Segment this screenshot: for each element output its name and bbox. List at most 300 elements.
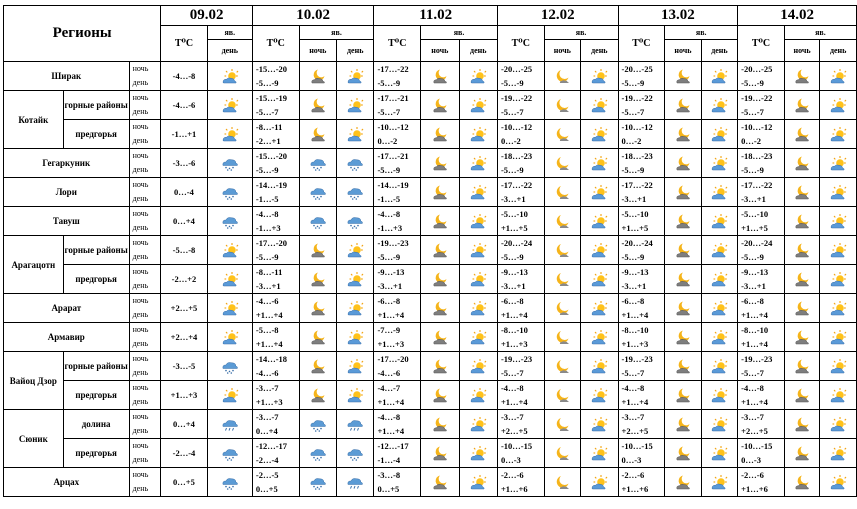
moon-clear-icon — [545, 387, 580, 403]
night-temp: -2…-6 — [741, 470, 764, 480]
day-temp: +1…+4 — [500, 397, 528, 407]
region-row — [4, 236, 857, 265]
temp-cell — [374, 294, 421, 323]
temp-cell: -4…-6 — [161, 91, 207, 120]
day-temp: 0…-3 — [621, 455, 642, 465]
temp-cell — [738, 120, 785, 149]
moon-cloud-icon — [665, 155, 700, 171]
temp-cell — [618, 91, 665, 120]
moon-cloud-icon — [785, 155, 820, 171]
day-temp: +1…+4 — [500, 310, 528, 320]
day-temp: 0…-3 — [500, 455, 521, 465]
day-temp: +1…+4 — [255, 310, 283, 320]
moon-clear-icon — [545, 474, 580, 490]
temp-cell — [252, 62, 299, 91]
night-weather-cell — [784, 178, 820, 207]
temp-cell — [738, 62, 785, 91]
temp-cell — [738, 91, 785, 120]
date-header: 11.02 — [374, 6, 498, 26]
night-temp: -19…-23 — [621, 354, 653, 364]
region-name: Арцах — [4, 468, 130, 497]
date-header: 13.02 — [618, 6, 738, 26]
region-row — [4, 265, 857, 294]
subregion-name: горные районы — [63, 236, 129, 265]
region-row — [4, 294, 857, 323]
night-temp: -19…-22 — [621, 93, 653, 103]
sun-cloud-icon — [820, 97, 856, 113]
temp-cell: -3…-5 — [161, 352, 207, 381]
night-weather-cell — [784, 294, 820, 323]
night-temp: -17…-22 — [500, 180, 533, 190]
night-day-label — [129, 120, 161, 149]
day-temp: -5…-9 — [741, 78, 764, 88]
night-temp: -12…-17 — [255, 441, 288, 451]
sun-cloud-icon — [820, 358, 856, 374]
day-weather-cell — [337, 439, 374, 468]
temp-cell — [497, 439, 544, 468]
night-temp: -9…-13 — [621, 267, 649, 277]
night-temp: -20…-24 — [741, 238, 773, 248]
temp-cell — [252, 91, 299, 120]
temp-cell — [497, 352, 544, 381]
cloud-rain-icon — [208, 416, 252, 432]
temp-cell — [252, 381, 299, 410]
night-weather-cell — [784, 381, 820, 410]
temp-cell — [738, 439, 785, 468]
weather-cell — [207, 468, 252, 497]
moon-cloud-icon — [785, 242, 820, 258]
region-name: Гегаркуник — [4, 149, 130, 178]
date-header: 14.02 — [738, 6, 857, 26]
temp-cell — [618, 120, 665, 149]
temp-cell: 0…+4 — [161, 207, 207, 236]
night-temp: -20…-24 — [621, 238, 653, 248]
temp-cell — [497, 410, 544, 439]
night-weather-cell — [421, 323, 459, 352]
temp-cell: +1…+3 — [161, 381, 207, 410]
day-weather-cell — [701, 178, 737, 207]
temp-cell — [738, 468, 785, 497]
night-label: ночь — [132, 296, 149, 305]
sun-cloud-icon — [702, 126, 737, 142]
region-name: Ширак — [4, 62, 130, 91]
day-weather-cell — [459, 352, 497, 381]
night-header: ночь — [665, 39, 701, 61]
night-weather-cell — [299, 294, 336, 323]
sun-cloud-icon — [460, 68, 497, 84]
cloud-snow-icon — [208, 184, 252, 200]
day-weather-cell — [820, 178, 857, 207]
sun-cloud-icon — [702, 184, 737, 200]
cloud-snow-icon — [337, 155, 373, 171]
region-row — [4, 91, 857, 120]
temp-header: T⁰C — [497, 26, 544, 62]
moon-cloud-icon — [300, 242, 336, 258]
day-temp: +1…+4 — [621, 397, 649, 407]
weather-cell — [207, 236, 252, 265]
night-day-label — [129, 62, 161, 91]
sun-cloud-icon — [337, 97, 373, 113]
day-label: день — [132, 107, 149, 116]
weather-cell — [207, 410, 252, 439]
sun-cloud-icon — [581, 271, 617, 287]
region-row — [4, 410, 857, 439]
night-weather-cell — [544, 323, 580, 352]
day-weather-cell — [459, 265, 497, 294]
day-temp: -5…-9 — [500, 165, 524, 175]
day-weather-cell — [337, 62, 374, 91]
night-weather-cell — [784, 91, 820, 120]
moon-cloud-icon — [421, 184, 458, 200]
cloud-snow-icon — [337, 184, 373, 200]
day-label: день — [132, 252, 149, 261]
sun-cloud-icon — [581, 300, 617, 316]
temp-cell: -2…+2 — [161, 265, 207, 294]
night-temp: -15…-20 — [255, 151, 288, 161]
sun-cloud-icon — [208, 242, 252, 258]
day-temp: +1…+6 — [500, 484, 528, 494]
moon-clear-icon — [545, 97, 580, 113]
night-temp: -14…-18 — [255, 354, 288, 364]
sun-cloud-icon — [581, 474, 617, 490]
day-temp: -3…+1 — [741, 194, 766, 204]
moon-clear-icon — [545, 329, 580, 345]
sun-cloud-icon — [820, 271, 856, 287]
moon-clear-icon — [545, 416, 580, 432]
temp-cell — [252, 323, 299, 352]
day-weather-cell — [459, 381, 497, 410]
moon-cloud-icon — [300, 97, 336, 113]
day-label: день — [132, 368, 149, 377]
temp-cell — [618, 178, 665, 207]
temp-cell — [738, 410, 785, 439]
temp-cell — [618, 439, 665, 468]
day-temp: -5…-7 — [741, 368, 764, 378]
night-weather-cell — [421, 149, 459, 178]
moon-cloud-icon — [421, 68, 458, 84]
night-temp: -17…-21 — [377, 93, 409, 103]
day-weather-cell — [459, 207, 497, 236]
day-weather-cell — [701, 91, 737, 120]
night-weather-cell — [665, 352, 701, 381]
temp-cell — [738, 352, 785, 381]
subregion-name: предгорья — [63, 120, 129, 149]
day-label: день — [132, 310, 149, 319]
phenomena-header: яв. — [544, 26, 618, 40]
night-temp: -20…-25 — [741, 64, 773, 74]
day-weather-cell — [820, 294, 857, 323]
night-weather-cell — [421, 265, 459, 294]
sun-cloud-icon — [337, 329, 373, 345]
moon-cloud-icon — [300, 300, 336, 316]
night-temp: -17…-22 — [741, 180, 773, 190]
subregion-name: предгорья — [63, 381, 129, 410]
night-temp: -8…-11 — [255, 122, 283, 132]
night-label: ночь — [132, 354, 149, 363]
night-temp: -4…-8 — [377, 412, 401, 422]
subregion-name: горные районы — [63, 352, 129, 381]
temp-cell: 0…+5 — [161, 468, 207, 497]
sun-cloud-icon — [581, 445, 617, 461]
moon-cloud-icon — [421, 416, 458, 432]
sun-cloud-icon — [820, 300, 856, 316]
day-temp: -5…-9 — [377, 78, 401, 88]
day-temp: -1…-5 — [255, 194, 279, 204]
day-temp: -5…-7 — [500, 107, 524, 117]
region-row — [4, 323, 857, 352]
night-header: ночь — [544, 39, 580, 61]
sun-cloud-icon — [460, 474, 497, 490]
day-temp: 0…-2 — [377, 136, 398, 146]
day-temp: 0…-2 — [621, 136, 642, 146]
day-label: день — [132, 78, 149, 87]
night-weather-cell — [665, 410, 701, 439]
night-day-label — [129, 352, 161, 381]
night-temp: -3…-8 — [377, 470, 401, 480]
day-label: день — [132, 339, 149, 348]
night-weather-cell — [784, 468, 820, 497]
day-weather-cell — [459, 178, 497, 207]
temp-cell — [374, 352, 421, 381]
night-temp: -19…-22 — [500, 93, 533, 103]
night-weather-cell — [665, 207, 701, 236]
cloud-snow-icon — [208, 445, 252, 461]
day-temp: +1…+4 — [377, 310, 405, 320]
sun-cloud-icon — [208, 126, 252, 142]
sun-cloud-icon — [337, 242, 373, 258]
day-weather-cell — [820, 207, 857, 236]
temp-header: T⁰C — [738, 26, 785, 62]
day-weather-cell — [581, 352, 618, 381]
moon-cloud-icon — [785, 97, 820, 113]
night-weather-cell — [665, 294, 701, 323]
night-weather-cell — [421, 236, 459, 265]
day-weather-cell — [581, 410, 618, 439]
day-temp: -3…+1 — [621, 281, 647, 291]
moon-cloud-icon — [785, 329, 820, 345]
cloud-snow-icon — [337, 445, 373, 461]
sun-cloud-icon — [208, 300, 252, 316]
day-temp: -2…-4 — [255, 455, 279, 465]
day-weather-cell — [459, 149, 497, 178]
night-temp: -20…-24 — [500, 238, 533, 248]
day-temp: -4…-6 — [255, 368, 279, 378]
moon-cloud-icon — [421, 387, 458, 403]
weather-cell — [207, 91, 252, 120]
day-header: день — [820, 39, 857, 61]
moon-clear-icon — [545, 242, 580, 258]
day-temp: -5…-9 — [500, 78, 524, 88]
day-label: день — [132, 165, 149, 174]
weather-cell — [207, 294, 252, 323]
day-weather-cell — [337, 468, 374, 497]
day-weather-cell — [701, 439, 737, 468]
temp-cell — [374, 178, 421, 207]
cloud-snow-icon — [300, 445, 336, 461]
night-weather-cell — [665, 468, 701, 497]
sun-cloud-icon — [208, 329, 252, 345]
night-weather-cell — [544, 91, 580, 120]
night-temp: -19…-23 — [500, 354, 533, 364]
sun-cloud-icon — [702, 242, 737, 258]
night-temp: -9…-13 — [500, 267, 528, 277]
night-weather-cell — [784, 120, 820, 149]
moon-cloud-icon — [300, 329, 336, 345]
temp-cell — [618, 468, 665, 497]
day-temp: +1…+4 — [741, 397, 768, 407]
night-temp: -9…-13 — [741, 267, 769, 277]
temp-cell — [497, 178, 544, 207]
temp-cell — [374, 91, 421, 120]
temp-cell — [618, 323, 665, 352]
temp-cell — [738, 294, 785, 323]
night-temp: -18…-23 — [500, 151, 533, 161]
night-temp: -6…-8 — [377, 296, 401, 306]
day-temp: -5…-9 — [621, 165, 645, 175]
sun-cloud-icon — [581, 387, 617, 403]
subregion-name: предгорья — [63, 439, 129, 468]
day-weather-cell — [820, 265, 857, 294]
day-label: день — [132, 194, 149, 203]
sun-cloud-icon — [702, 329, 737, 345]
day-weather-cell — [337, 178, 374, 207]
day-weather-cell — [820, 149, 857, 178]
temp-cell — [374, 149, 421, 178]
moon-cloud-icon — [421, 474, 458, 490]
night-label: ночь — [132, 180, 149, 189]
sun-cloud-icon — [581, 126, 617, 142]
cloud-snow-icon — [208, 155, 252, 171]
day-weather-cell — [820, 323, 857, 352]
night-temp: -4…-8 — [621, 383, 645, 393]
sun-cloud-icon — [820, 155, 856, 171]
day-temp: -5…-9 — [621, 252, 645, 262]
date-header: 09.02 — [161, 6, 253, 26]
temp-cell — [252, 439, 299, 468]
sun-cloud-icon — [337, 271, 373, 287]
day-temp: 0…+4 — [255, 426, 278, 436]
night-temp: -17…-22 — [621, 180, 653, 190]
day-weather-cell — [581, 62, 618, 91]
night-temp: -8…-11 — [255, 267, 283, 277]
night-weather-cell — [665, 265, 701, 294]
night-weather-cell — [665, 323, 701, 352]
day-temp: +1…+4 — [621, 310, 649, 320]
sun-cloud-icon — [460, 329, 497, 345]
temp-cell — [252, 149, 299, 178]
temp-cell — [738, 265, 785, 294]
day-weather-cell — [701, 265, 737, 294]
night-weather-cell — [665, 439, 701, 468]
moon-cloud-icon — [665, 97, 700, 113]
day-weather-cell — [459, 120, 497, 149]
night-temp: -3…-7 — [500, 412, 524, 422]
night-temp: -3…-7 — [741, 412, 764, 422]
day-temp: -3…+1 — [500, 281, 526, 291]
region-name: Сюник — [4, 410, 64, 468]
day-temp: +1…+4 — [255, 339, 283, 349]
night-weather-cell — [544, 410, 580, 439]
moon-clear-icon — [545, 155, 580, 171]
moon-cloud-icon — [421, 358, 458, 374]
weather-cell — [207, 62, 252, 91]
phenomena-header: яв. — [299, 26, 374, 40]
night-temp: -10…-12 — [500, 122, 533, 132]
night-day-label — [129, 91, 161, 120]
moon-clear-icon — [545, 300, 580, 316]
sun-cloud-icon — [702, 474, 737, 490]
temp-cell — [252, 207, 299, 236]
night-weather-cell — [421, 381, 459, 410]
night-temp: -3…-7 — [255, 412, 279, 422]
night-temp: -17…-22 — [377, 64, 409, 74]
night-weather-cell — [544, 120, 580, 149]
temp-cell — [374, 410, 421, 439]
day-temp: -5…-7 — [500, 368, 524, 378]
night-temp: -2…-6 — [500, 470, 524, 480]
night-weather-cell — [784, 149, 820, 178]
weather-cell — [207, 149, 252, 178]
day-temp: -5…-7 — [377, 107, 401, 117]
moon-cloud-icon — [421, 213, 458, 229]
night-label: ночь — [132, 267, 149, 276]
night-temp: -5…-8 — [255, 325, 279, 335]
night-temp: -6…-8 — [621, 296, 645, 306]
temp-cell — [374, 120, 421, 149]
cloud-snow-icon — [300, 474, 336, 490]
night-day-label — [129, 207, 161, 236]
moon-cloud-icon — [665, 184, 700, 200]
region-name: Арарат — [4, 294, 130, 323]
weather-cell — [207, 207, 252, 236]
sun-cloud-icon — [337, 358, 373, 374]
temp-cell — [374, 265, 421, 294]
night-temp: -18…-23 — [621, 151, 653, 161]
night-temp: -19…-23 — [741, 354, 773, 364]
cloud-snow-icon — [300, 213, 336, 229]
night-weather-cell — [665, 178, 701, 207]
day-temp: -1…+3 — [255, 223, 281, 233]
day-temp: +1…+4 — [741, 310, 768, 320]
night-weather-cell — [544, 62, 580, 91]
night-temp: -6…-8 — [741, 296, 764, 306]
day-temp: -1…+3 — [377, 223, 403, 233]
temp-cell — [738, 323, 785, 352]
night-weather-cell — [784, 323, 820, 352]
moon-clear-icon — [545, 213, 580, 229]
day-weather-cell — [337, 410, 374, 439]
day-weather-cell — [701, 62, 737, 91]
date-header: 12.02 — [497, 6, 618, 26]
day-temp: -4…-6 — [377, 368, 401, 378]
sun-cloud-icon — [702, 271, 737, 287]
temp-cell: +2…+4 — [161, 323, 207, 352]
night-temp: -12…-17 — [377, 441, 409, 451]
day-weather-cell — [820, 62, 857, 91]
sun-cloud-icon — [460, 155, 497, 171]
weather-cell — [207, 323, 252, 352]
moon-clear-icon — [545, 358, 580, 374]
night-weather-cell — [544, 265, 580, 294]
sun-cloud-icon — [581, 155, 617, 171]
region-row — [4, 468, 857, 497]
region-row — [4, 439, 857, 468]
day-weather-cell — [459, 91, 497, 120]
day-weather-cell — [459, 323, 497, 352]
cloud-snow-icon — [208, 213, 252, 229]
night-weather-cell — [299, 265, 336, 294]
night-temp: -5…-10 — [621, 209, 649, 219]
